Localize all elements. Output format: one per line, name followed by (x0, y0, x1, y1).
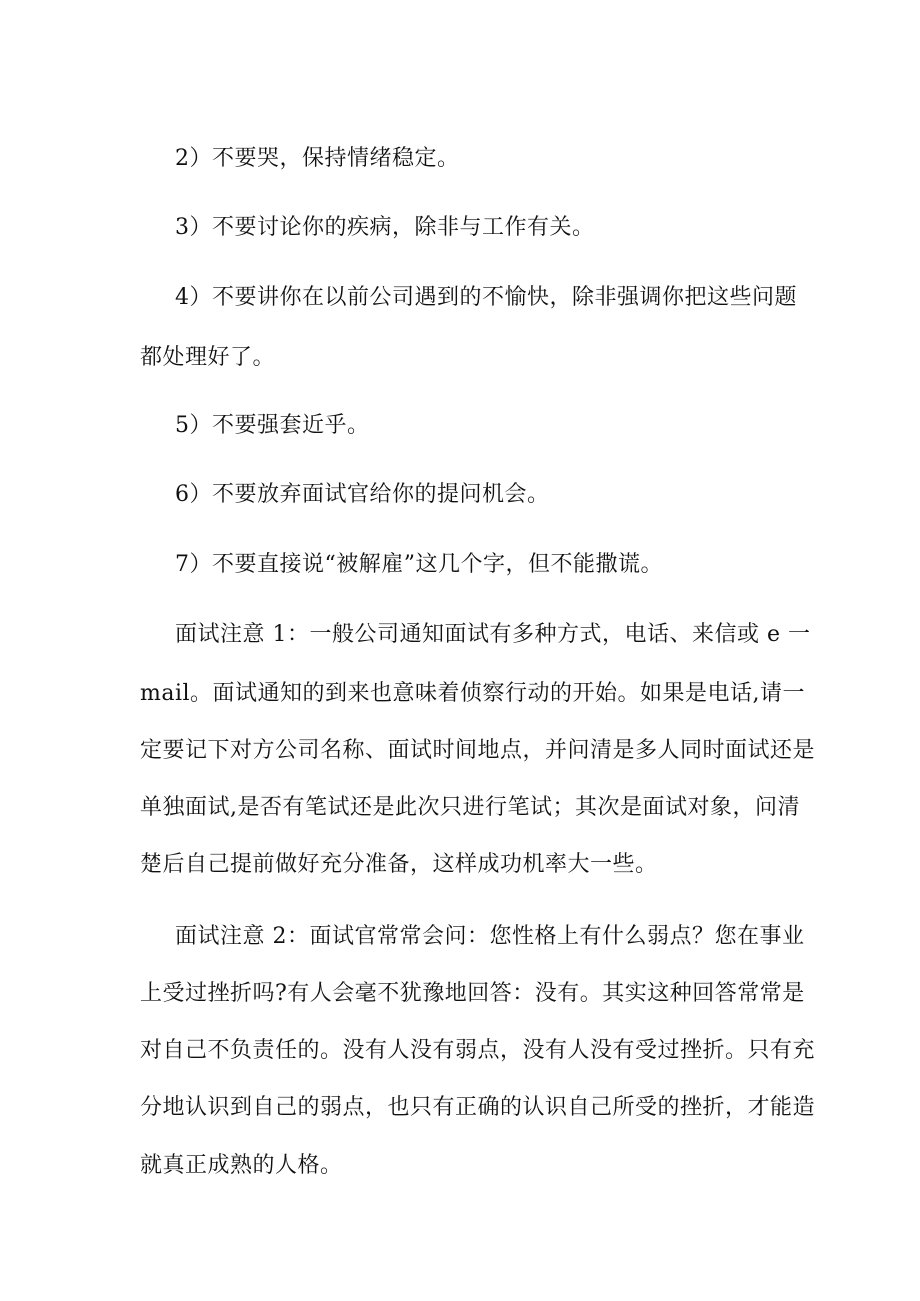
note-2-line-3: 对自己不负责任的。没有人没有弱点，没有人没有受过挫折。只有充 (140, 1038, 816, 1063)
note-1-line-5: 楚后自己提前做好充分准备，这样成功机率大一些。 (140, 852, 658, 877)
list-item-7: 7）不要直接说“被解雇”这几个字，但不能撒谎。 (175, 552, 663, 577)
list-item-4-line-2: 都处理好了。 (140, 345, 276, 370)
note-2-line-2: 上受过挫折吗?有人会毫不犹豫地回答：没有。其实这种回答常常是 (140, 981, 805, 1006)
note-1-line-1: 面试注意 1：一般公司通知面试有多种方式，电话、来信或 e 一 (175, 622, 811, 647)
note-1-line-4: 单独面试,是否有笔试还是此次只进行笔试；其次是面试对象，问清 (140, 795, 800, 820)
list-item-3: 3）不要讨论你的疾病，除非与工作有关。 (175, 215, 595, 240)
list-item-4-line-1: 4）不要讲你在以前公司遇到的不愉快，除非强调你把这些问题 (175, 285, 797, 310)
list-item-5: 5）不要强套近乎。 (175, 413, 370, 438)
note-1-line-3: 定要记下对方公司名称、面试时间地点，并问清是多人同时面试还是 (140, 738, 816, 763)
note-2-line-5: 就真正成熟的人格。 (140, 1153, 343, 1178)
list-item-6: 6）不要放弃面试官给你的提问机会。 (175, 482, 550, 507)
list-item-2: 2）不要哭，保持情绪稳定。 (175, 146, 460, 171)
note-2-line-1: 面试注意 2：面试官常常会问：您性格上有什么弱点？您在事业 (175, 924, 805, 949)
note-1-line-2: mail。面试通知的到来也意味着侦察行动的开始。如果是电话,请一 (140, 681, 806, 706)
note-2-line-4: 分地认识到自己的弱点，也只有正确的认识自己所受的挫折，才能造 (140, 1095, 816, 1120)
